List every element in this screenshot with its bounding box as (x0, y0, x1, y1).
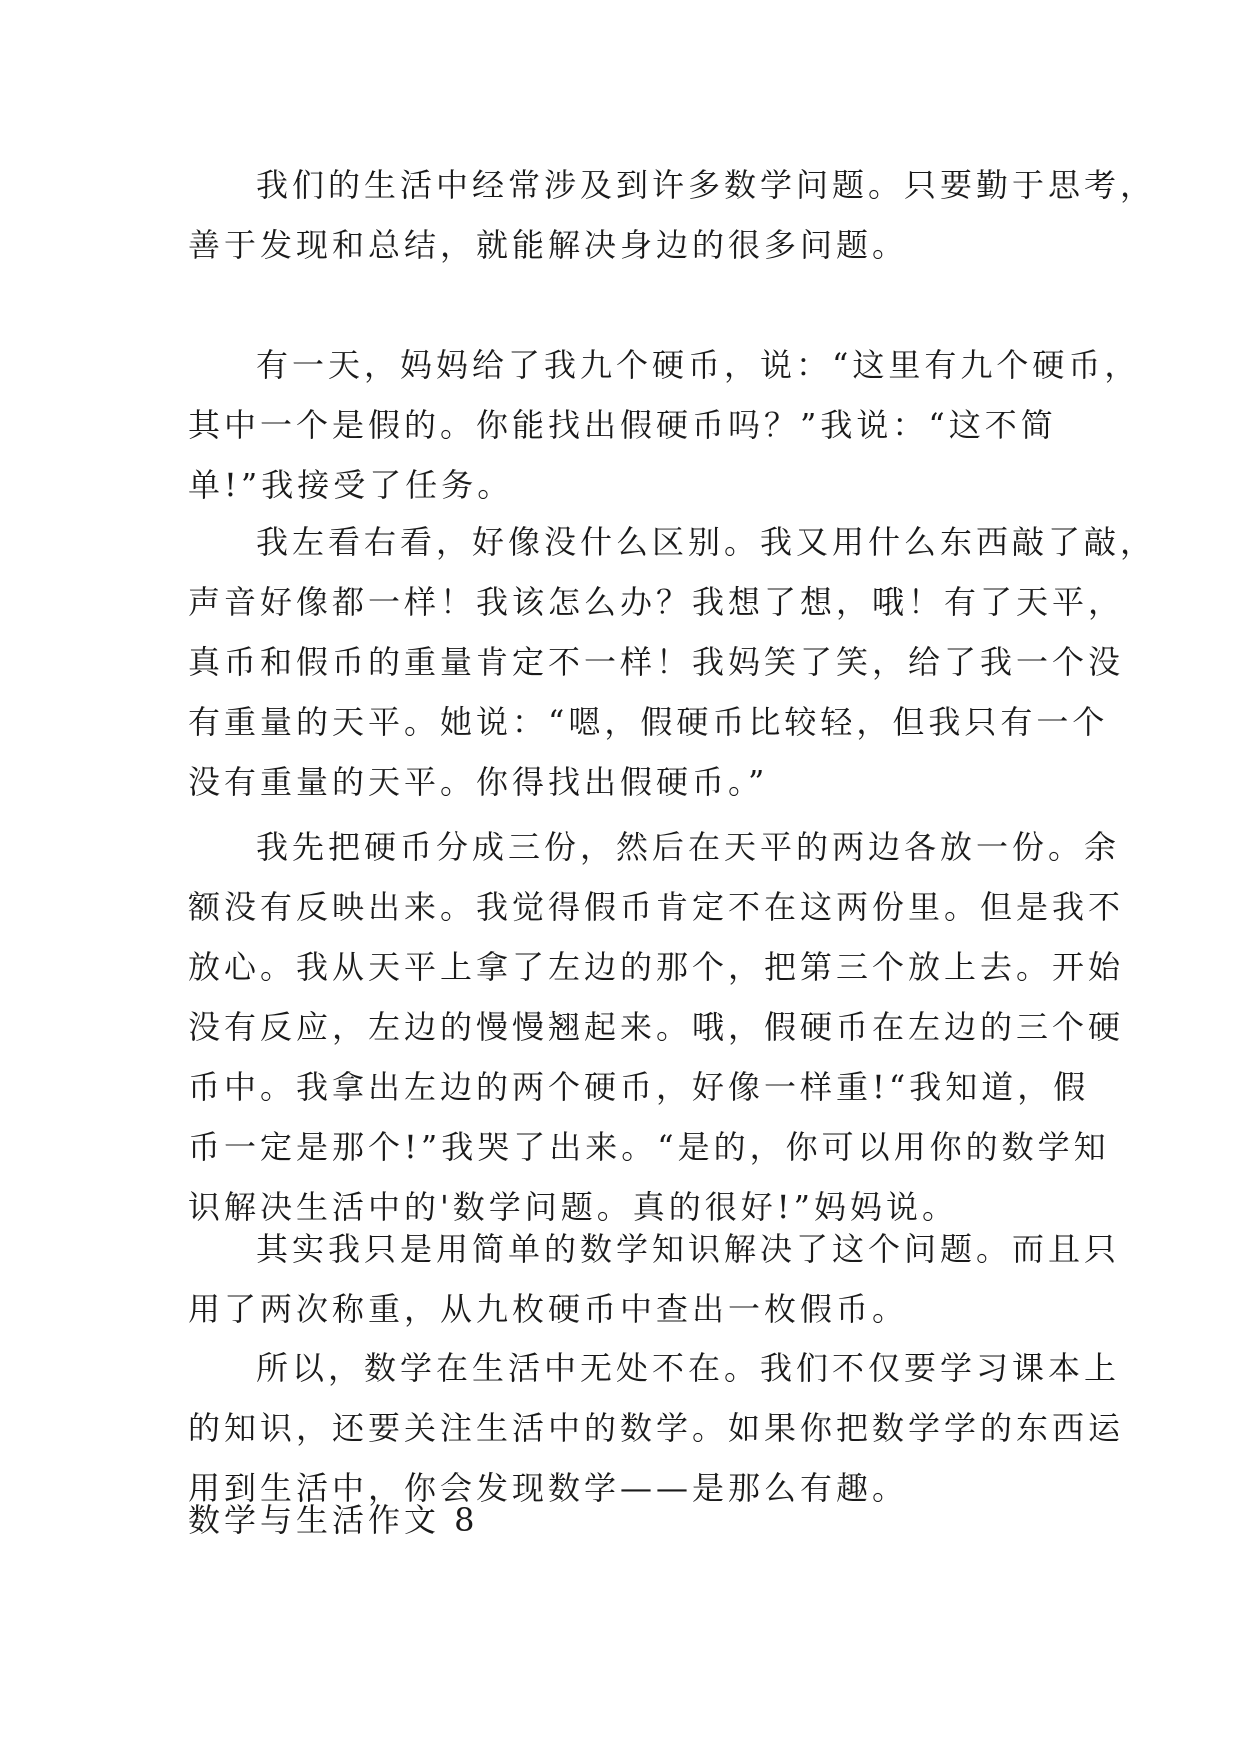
text-line: 所以，数学在生活中无处不在。我们不仅要学习课本上 (256, 1349, 1121, 1387)
text-line: 用了两次称重，从九枚硬币中查出一枚假币。 (188, 1290, 909, 1328)
text-line: 我先把硬币分成三份，然后在天平的两边各放一份。余 (256, 828, 1121, 866)
text-line: 识解决生活中的'数学问题。真的很好!”妈妈说。 (188, 1188, 959, 1226)
paragraph-balance-idea (188, 512, 1157, 812)
document-page (188, 0, 1157, 1754)
paragraph-weighing (188, 817, 1125, 1237)
text-line: 我们的生活中经常涉及到许多数学问题。只要勤于思考， (256, 166, 1157, 204)
text-line: 真币和假币的重量肯定不一样！我妈笑了笑，给了我一个没 (188, 643, 1125, 681)
text-line: 放心。我从天平上拿了左边的那个，把第三个放上去。开始 (188, 948, 1125, 986)
text-line: 善于发现和总结，就能解决身边的很多问题。 (188, 226, 909, 264)
text-line: 的知识，还要关注生活中的数学。如果你把数学学的东西运 (188, 1409, 1125, 1447)
text-line: 额没有反映出来。我觉得假币肯定不在这两份里。但是我不 (188, 888, 1125, 926)
paragraph-reflection (188, 1219, 1121, 1339)
text-line: 币中。我拿出左边的两个硬币，好像一样重!“我知道，假 (188, 1068, 1090, 1106)
text-line: 其中一个是假的。你能找出假硬币吗？”我说：“这不简 (188, 406, 1057, 444)
text-line: 声音好像都一样！我该怎么办？我想了想，哦！有了天平， (188, 583, 1125, 621)
text-line: 没有重量的天平。你得找出假硬币。” (188, 763, 769, 801)
paragraph-intro (188, 155, 1157, 275)
text-line: 有重量的天平。她说：“嗯，假硬币比较轻，但我只有一个 (188, 703, 1109, 741)
text-line: 我左看右看，好像没什么区别。我又用什么东西敲了敲， (256, 523, 1157, 561)
text-line: 没有反应，左边的慢慢翘起来。哦，假硬币在左边的三个硬 (188, 1008, 1125, 1046)
text-line: 用到生活中，你会发现数学——是那么有趣。 (188, 1469, 909, 1507)
text-line: 币一定是那个!”我哭了出来。“是的，你可以用你的数学知 (188, 1128, 1110, 1166)
paragraph-story-start (188, 335, 1141, 515)
next-essay-title: 数学与生活作文 8 (188, 1501, 479, 1539)
text-line: 其实我只是用简单的数学知识解决了这个问题。而且只 (256, 1230, 1121, 1268)
text-line: 有一天，妈妈给了我九个硬币，说：“这里有九个硬币， (256, 346, 1141, 384)
text-line: 单!”我接受了任务。 (188, 466, 514, 504)
